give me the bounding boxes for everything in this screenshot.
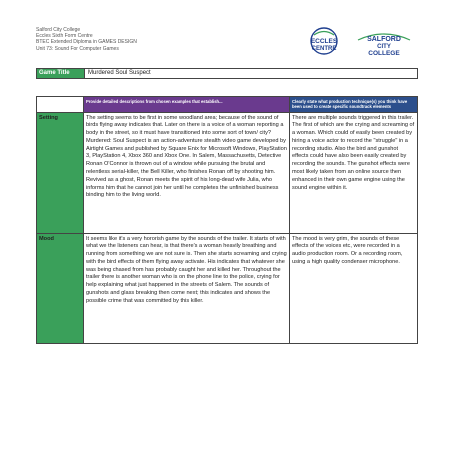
header-line-course: BTEC Extended Diploma in GAMES DESIGN bbox=[36, 39, 137, 46]
row-label-setting: Setting bbox=[37, 113, 84, 234]
analysis-table bbox=[36, 96, 418, 344]
eccles-centre-logo bbox=[304, 24, 344, 64]
setting-technique: There are multiple sounds triggered in this trailer. The first of which are the crying and screaming of a woman. Which could of easily been created by hiring a voice actor to record the "struggle" in a recording studio. Also the bird and gunshot effects could have also been easily created by recording the sounds. The gunshot effects were most likely taken from an online source then enhanced in their own game engine using the sound engine within it. bbox=[290, 113, 418, 234]
salford-logo-text-2: CITY bbox=[377, 44, 391, 50]
salford-city-college-logo bbox=[352, 26, 416, 60]
eccles-logo-text-2: CENTRE bbox=[311, 46, 337, 52]
header-cell-techniques: Clearly state what production technique(s) you think have been used to create specific soundtrack elements bbox=[290, 97, 418, 113]
game-title-row bbox=[36, 68, 418, 79]
document-header bbox=[36, 27, 137, 52]
header-line-centre: Eccles Sixth Form Centre bbox=[36, 33, 93, 40]
game-title-label: Game Title bbox=[37, 69, 84, 78]
header-cell-empty bbox=[37, 97, 84, 113]
mood-description: It seems like it's a very hororish game by the sounds of the trailer. It starts of with what we the listeners can hear, is that there's a woman heavily breathing and running from something we are not sure is. Then she starts screaming and crying with the bird effects of them flying away activate. His indicates that whatever she was being chased from has probably caught her and killed her. Throughout the trailer there is another woman who is on the phone line to the police, crying for help explaining what just happened in the streets of Salem. The sounds of gunshots and glass breaking then come next; this indicates and shows the possible crime that was committed by this killer. bbox=[84, 234, 290, 344]
salford-logo-text-1: SALFORD bbox=[367, 36, 401, 43]
table-header-row bbox=[37, 97, 418, 113]
row-label-mood: Mood bbox=[37, 234, 84, 344]
table-row bbox=[37, 113, 418, 234]
header-line-unit: Unit 73: Sound For Computer Games bbox=[36, 45, 119, 52]
mood-technique: The mood is very grim, the sounds of these effects of the voices etc, were recorded in a audio production room. Or a recording room, using a high quality condenser microphone. bbox=[290, 234, 418, 344]
setting-description: The setting seems to be first in some woodland area; because of the sound of birds flying away indicates that. Later on there is a voice of a woman reporting a body in the street, so it must have transitioned into some sort of town/ city? Murdered: Soul Suspect is an action-adventure stealth video game developed by Airtight Games and published by Square Enix for Microsoft Windows, PlayStation 3, PlayStation 4, Xbox 360 and Xbox One. In Salem, Massachusetts, Detective Ronan O'Connor is thrown out of a window while pursuing the brutal and relentless serial-killer, the Bell Killer, who finishes Ronan off by shooting him. Revived as a ghost, Ronan meets the spirit of his long-dead wife Julia, who informs him that he cannot join her until he completes the unfinished business binding him to the living world. bbox=[84, 113, 290, 234]
header-cell-descriptions: Provide detailed descriptions from chosen examples that establish... bbox=[84, 97, 290, 113]
table-row bbox=[37, 234, 418, 344]
game-title-value: Murdered Soul Suspect bbox=[84, 69, 417, 78]
salford-logo-text-3: COLLEGE bbox=[368, 50, 400, 57]
header-line-college: Salford City College bbox=[36, 27, 81, 33]
eccles-logo-text-1: ECCLES bbox=[310, 38, 338, 45]
